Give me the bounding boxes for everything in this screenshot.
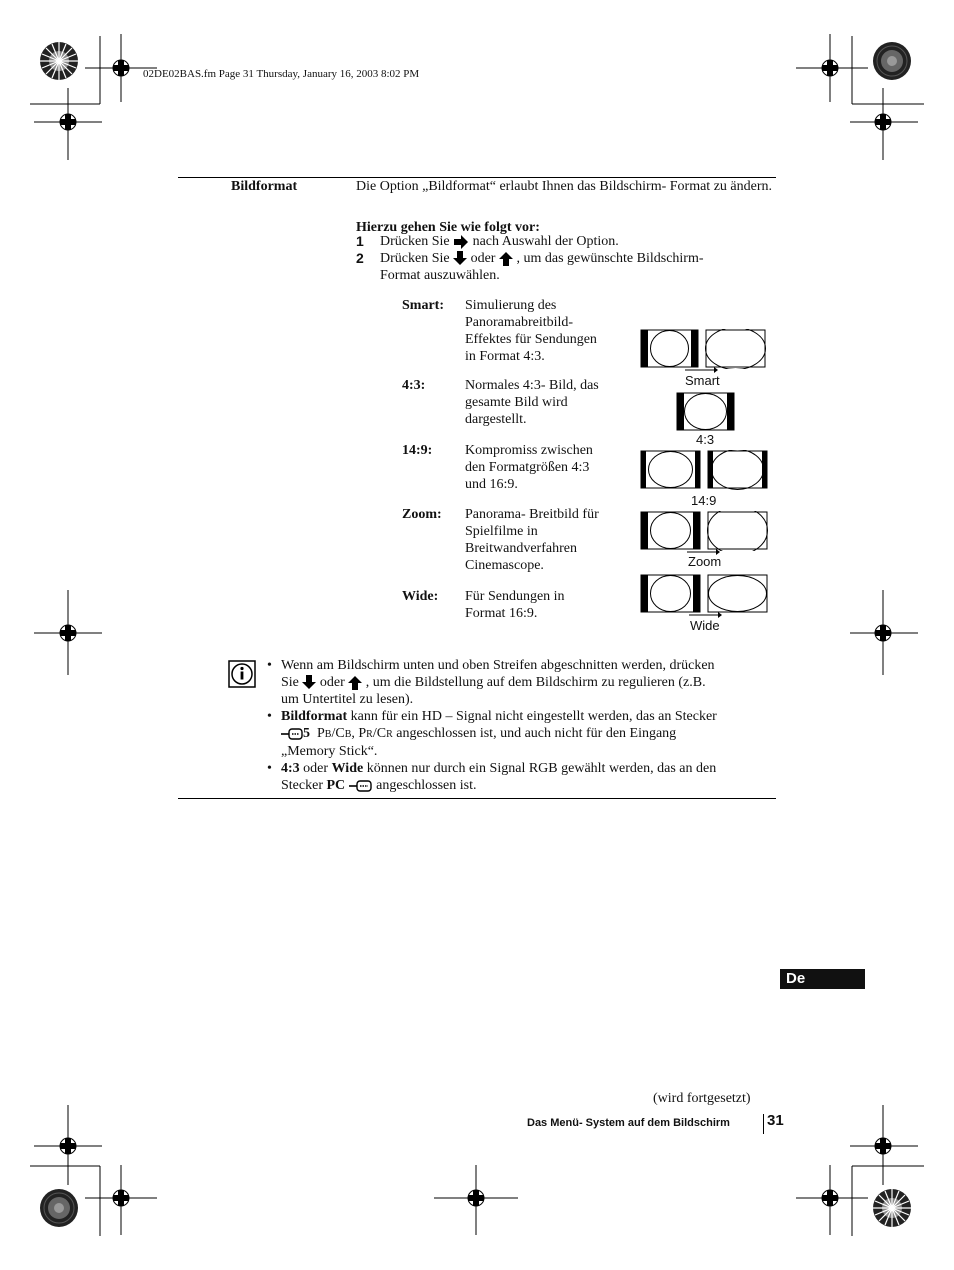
step-number: 2 — [356, 250, 364, 266]
footer-section-title: Das Menü- System auf dem Bildschirm — [527, 1117, 730, 1129]
section-intro: Die Option „Bildformat“ erlaubt Ihnen das Bildschirm- Format zu ändern. — [356, 179, 773, 194]
format-149-desc: Kompromiss zwischen den Formatgrößen 4:3 und 16:9. — [465, 443, 593, 492]
format-label: Wide: — [402, 589, 439, 604]
section-term: Bildformat — [231, 179, 298, 194]
notes-list — [267, 657, 781, 794]
footer-divider — [763, 1114, 764, 1134]
step-1 — [356, 233, 619, 251]
smart-caption: Smart — [685, 373, 720, 388]
format-label: Zoom: — [402, 507, 442, 522]
149-format-illustration — [640, 450, 770, 490]
format-149 — [402, 442, 432, 459]
format-43 — [402, 377, 425, 394]
step-2-line2: Format auszuwählen. — [380, 268, 500, 283]
format-label: 4:3: — [402, 378, 426, 393]
format-zoom-desc: Panorama- Breitbild für Spielfilme in Breitwandverfahren Cinemascope. — [465, 507, 599, 573]
continued-note: (wird fortgesetzt) — [653, 1091, 751, 1106]
wide-caption: Wide — [690, 618, 720, 633]
149-caption: 14:9 — [691, 493, 717, 508]
zoom-format-illustration — [640, 511, 770, 551]
bottom-rule — [178, 798, 776, 799]
arrow-right-icon — [453, 235, 469, 249]
step-text: Drücken Sie oder , um das gewünschte Bildschirm- — [380, 251, 704, 266]
input-connector-icon — [281, 728, 303, 740]
input-connector-icon — [349, 780, 373, 792]
format-43-desc: Normales 4:3- Bild, das gesamte Bild wird dargestellt. — [465, 378, 599, 427]
arrow-up-icon — [348, 675, 362, 690]
arrow-down-icon — [453, 251, 467, 266]
note-1: • Wenn am Bildschirm unten und oben Streifen abgeschnitten werden, drücken Sie oder , um die Bildstellung auf dem Bildschirm zu regulieren (z.B. um Untertitel zu lesen). — [267, 658, 715, 707]
step-text: Drücken Sie nach Auswahl der Option. — [380, 234, 619, 249]
format-label: 14:9: — [402, 443, 433, 458]
language-tab: De — [780, 969, 865, 989]
note-3: • 4:3 oder Wide können nur durch ein Signal RGB gewählt werden, das an den Stecker PC angeschlossen ist. — [267, 761, 717, 793]
note-2: • Bildformat kann für ein HD – Signal nicht eingestellt werden, das an Stecker 5 PB/CB, PR/CR angeschlossen ist, und auch nicht für den Eingang „Memory Stick“. — [267, 709, 717, 759]
format-wide — [402, 588, 438, 605]
wide-format-illustration — [640, 574, 770, 614]
step-number: 1 — [356, 233, 364, 249]
page-number: 31 — [767, 1112, 784, 1129]
arrow-up-icon — [499, 251, 513, 266]
format-zoom — [402, 506, 442, 523]
info-icon — [228, 660, 256, 688]
format-wide-desc: Für Sendungen in Format 16:9. — [465, 589, 565, 621]
howto-title: Hierzu gehen Sie wie folgt vor: — [356, 220, 540, 235]
file-info-header: 02DE02BAS.fm Page 31 Thursday, January 16, 2003 8:02 PM — [143, 68, 420, 80]
format-smart — [402, 297, 444, 314]
smart-format-illustration — [640, 329, 768, 369]
43-caption: 4:3 — [696, 432, 715, 447]
format-label: Smart: — [402, 298, 444, 313]
format-smart-desc: Simulierung des Panoramabreitbild- Effektes für Sendungen in Format 4:3. — [465, 298, 597, 364]
zoom-caption: Zoom — [688, 554, 722, 569]
43-format-illustration — [676, 392, 736, 432]
step-2 — [356, 250, 704, 268]
arrow-down-icon — [302, 675, 316, 690]
